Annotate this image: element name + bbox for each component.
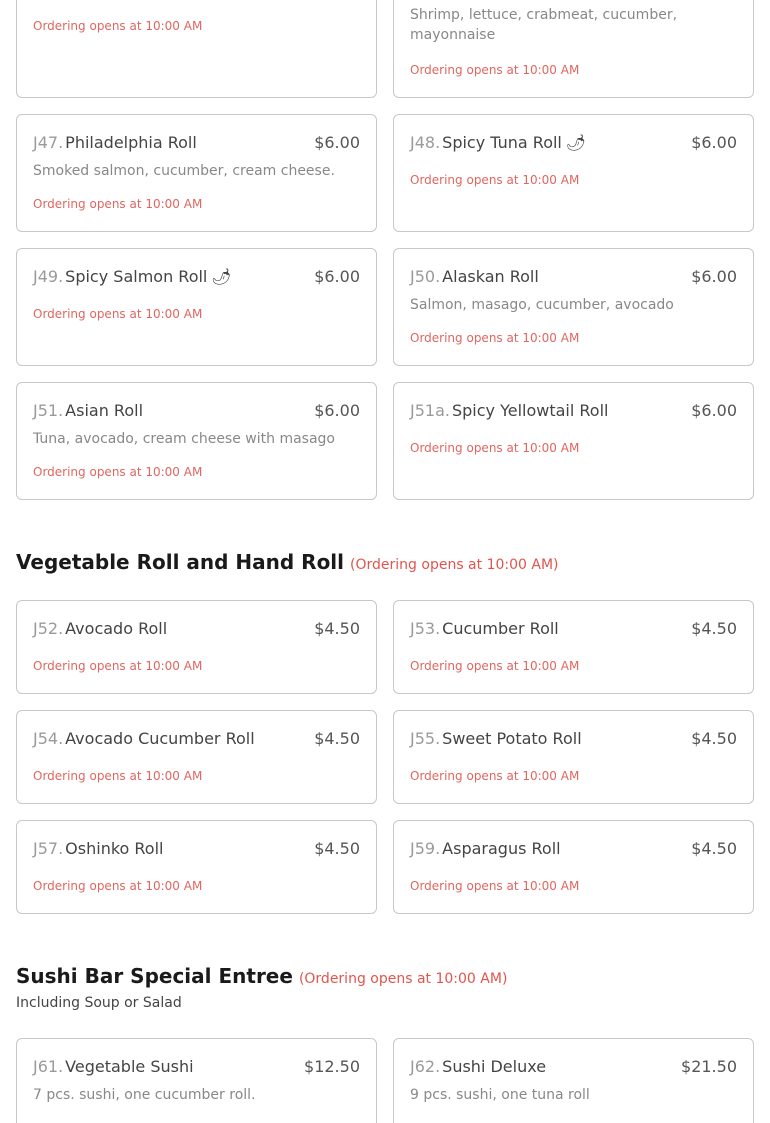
item-name: Spicy Tuna Roll: [442, 133, 562, 152]
item-code: J48.: [410, 133, 441, 152]
item-price: $6.00: [314, 401, 360, 420]
ordering-status: Ordering opens at 10:00 AM: [33, 19, 203, 33]
item-name: Alaskan Roll: [442, 267, 539, 286]
pepper-icon: 🌶: [211, 267, 232, 286]
item-code: J47.: [33, 133, 64, 152]
menu-item-card[interactable]: [16, 710, 377, 804]
item-price: $4.50: [691, 729, 737, 748]
item-code: J61.: [33, 1057, 64, 1076]
item-description: Shrimp, lettuce, crabmeat, cucumber, mayonnaise: [410, 7, 678, 43]
item-name: Sushi Deluxe: [442, 1057, 547, 1076]
item-price: $4.50: [691, 619, 737, 638]
item-name: Cucumber Roll: [442, 619, 559, 638]
item-code: J52.: [33, 619, 64, 638]
item-name: Spicy Yellowtail Roll: [451, 401, 609, 420]
ordering-status: Ordering opens at 10:00 AM: [33, 197, 203, 211]
item-price: $6.00: [314, 267, 360, 286]
item-code: J55.: [410, 729, 441, 748]
menu-item-card[interactable]: [393, 820, 754, 914]
item-price: $6.00: [691, 401, 737, 420]
item-description: Tuna, avocado, cream cheese with masago: [33, 431, 335, 447]
item-description: Smoked salmon, cucumber, cream cheese.: [33, 163, 335, 179]
item-code: J49.: [33, 267, 64, 286]
menu-item-card[interactable]: [393, 114, 754, 232]
section-title-sushi-bar-entree: [16, 964, 507, 988]
menu-item-card[interactable]: [16, 248, 377, 366]
menu-item-card[interactable]: [16, 0, 377, 98]
item-code: J53.: [410, 619, 441, 638]
ordering-status: Ordering opens at 10:00 AM: [410, 441, 580, 455]
ordering-status: Ordering opens at 10:00 AM: [410, 331, 580, 345]
section-title-vegetable-roll: [16, 550, 559, 574]
ordering-status: Ordering opens at 10:00 AM: [33, 659, 203, 673]
ordering-status: Ordering opens at 10:00 AM: [410, 879, 580, 893]
item-code: J62.: [410, 1057, 441, 1076]
ordering-status: Ordering opens at 10:00 AM: [33, 465, 203, 479]
menu-item-card[interactable]: [16, 600, 377, 694]
menu-item-card[interactable]: [16, 820, 377, 914]
item-code: J51.: [33, 401, 64, 420]
menu-item-card[interactable]: [393, 600, 754, 694]
item-name: Philadelphia Roll: [65, 133, 197, 152]
ordering-status: Ordering opens at 10:00 AM: [33, 769, 203, 783]
item-description: 9 pcs. sushi, one tuna roll: [410, 1087, 590, 1103]
item-name: Oshinko Roll: [65, 839, 164, 858]
ordering-notice: (Ordering opens at 10:00 AM): [350, 557, 559, 573]
item-price: $6.00: [691, 267, 737, 286]
item-price: $4.50: [314, 839, 360, 858]
item-name: Vegetable Sushi: [65, 1057, 194, 1076]
item-code: J51a.: [410, 401, 450, 420]
section-title-text: Sushi Bar Special Entree: [16, 964, 293, 988]
item-price: $4.50: [314, 729, 360, 748]
item-code: J54.: [33, 729, 64, 748]
item-price: $6.00: [314, 133, 360, 152]
menu-item-card[interactable]: [393, 382, 754, 500]
menu-item-card[interactable]: [16, 382, 377, 500]
item-price: $4.50: [314, 619, 360, 638]
item-code: J57.: [33, 839, 64, 858]
menu-item-card[interactable]: [16, 114, 377, 232]
item-name: Spicy Salmon Roll: [65, 267, 208, 286]
menu-item-card[interactable]: [393, 248, 754, 366]
item-code: J59.: [410, 839, 441, 858]
item-name: Sweet Potato Roll: [442, 729, 582, 748]
item-name: Asparagus Roll: [442, 839, 561, 858]
menu-item-card[interactable]: [393, 1038, 754, 1123]
menu-item-card[interactable]: [16, 1038, 377, 1123]
item-name: Asian Roll: [65, 401, 144, 420]
item-name: Avocado Roll: [65, 619, 168, 638]
ordering-status: Ordering opens at 10:00 AM: [410, 63, 580, 77]
ordering-status: Ordering opens at 10:00 AM: [410, 173, 580, 187]
item-code: J50.: [410, 267, 441, 286]
item-price: $6.00: [691, 133, 737, 152]
ordering-notice: (Ordering opens at 10:00 AM): [298, 971, 508, 987]
item-name: Avocado Cucumber Roll: [65, 729, 255, 748]
ordering-status: Ordering opens at 10:00 AM: [410, 769, 580, 783]
pepper-icon: 🌶: [565, 133, 587, 152]
section-subtitle: Including Soup or Salad: [16, 995, 182, 1011]
menu-item-card[interactable]: [393, 0, 754, 98]
ordering-status: Ordering opens at 10:00 AM: [33, 307, 203, 321]
ordering-status: Ordering opens at 10:00 AM: [410, 659, 580, 673]
item-price: $4.50: [691, 839, 737, 858]
menu-item-card[interactable]: [393, 710, 754, 804]
section-title-text: Vegetable Roll and Hand Roll: [16, 550, 345, 574]
ordering-status: Ordering opens at 10:00 AM: [33, 879, 203, 893]
item-description: Salmon, masago, cucumber, avocado: [410, 297, 674, 313]
item-description: 7 pcs. sushi, one cucumber roll.: [33, 1087, 256, 1103]
item-price: $21.50: [681, 1057, 737, 1076]
item-price: $12.50: [304, 1057, 360, 1076]
